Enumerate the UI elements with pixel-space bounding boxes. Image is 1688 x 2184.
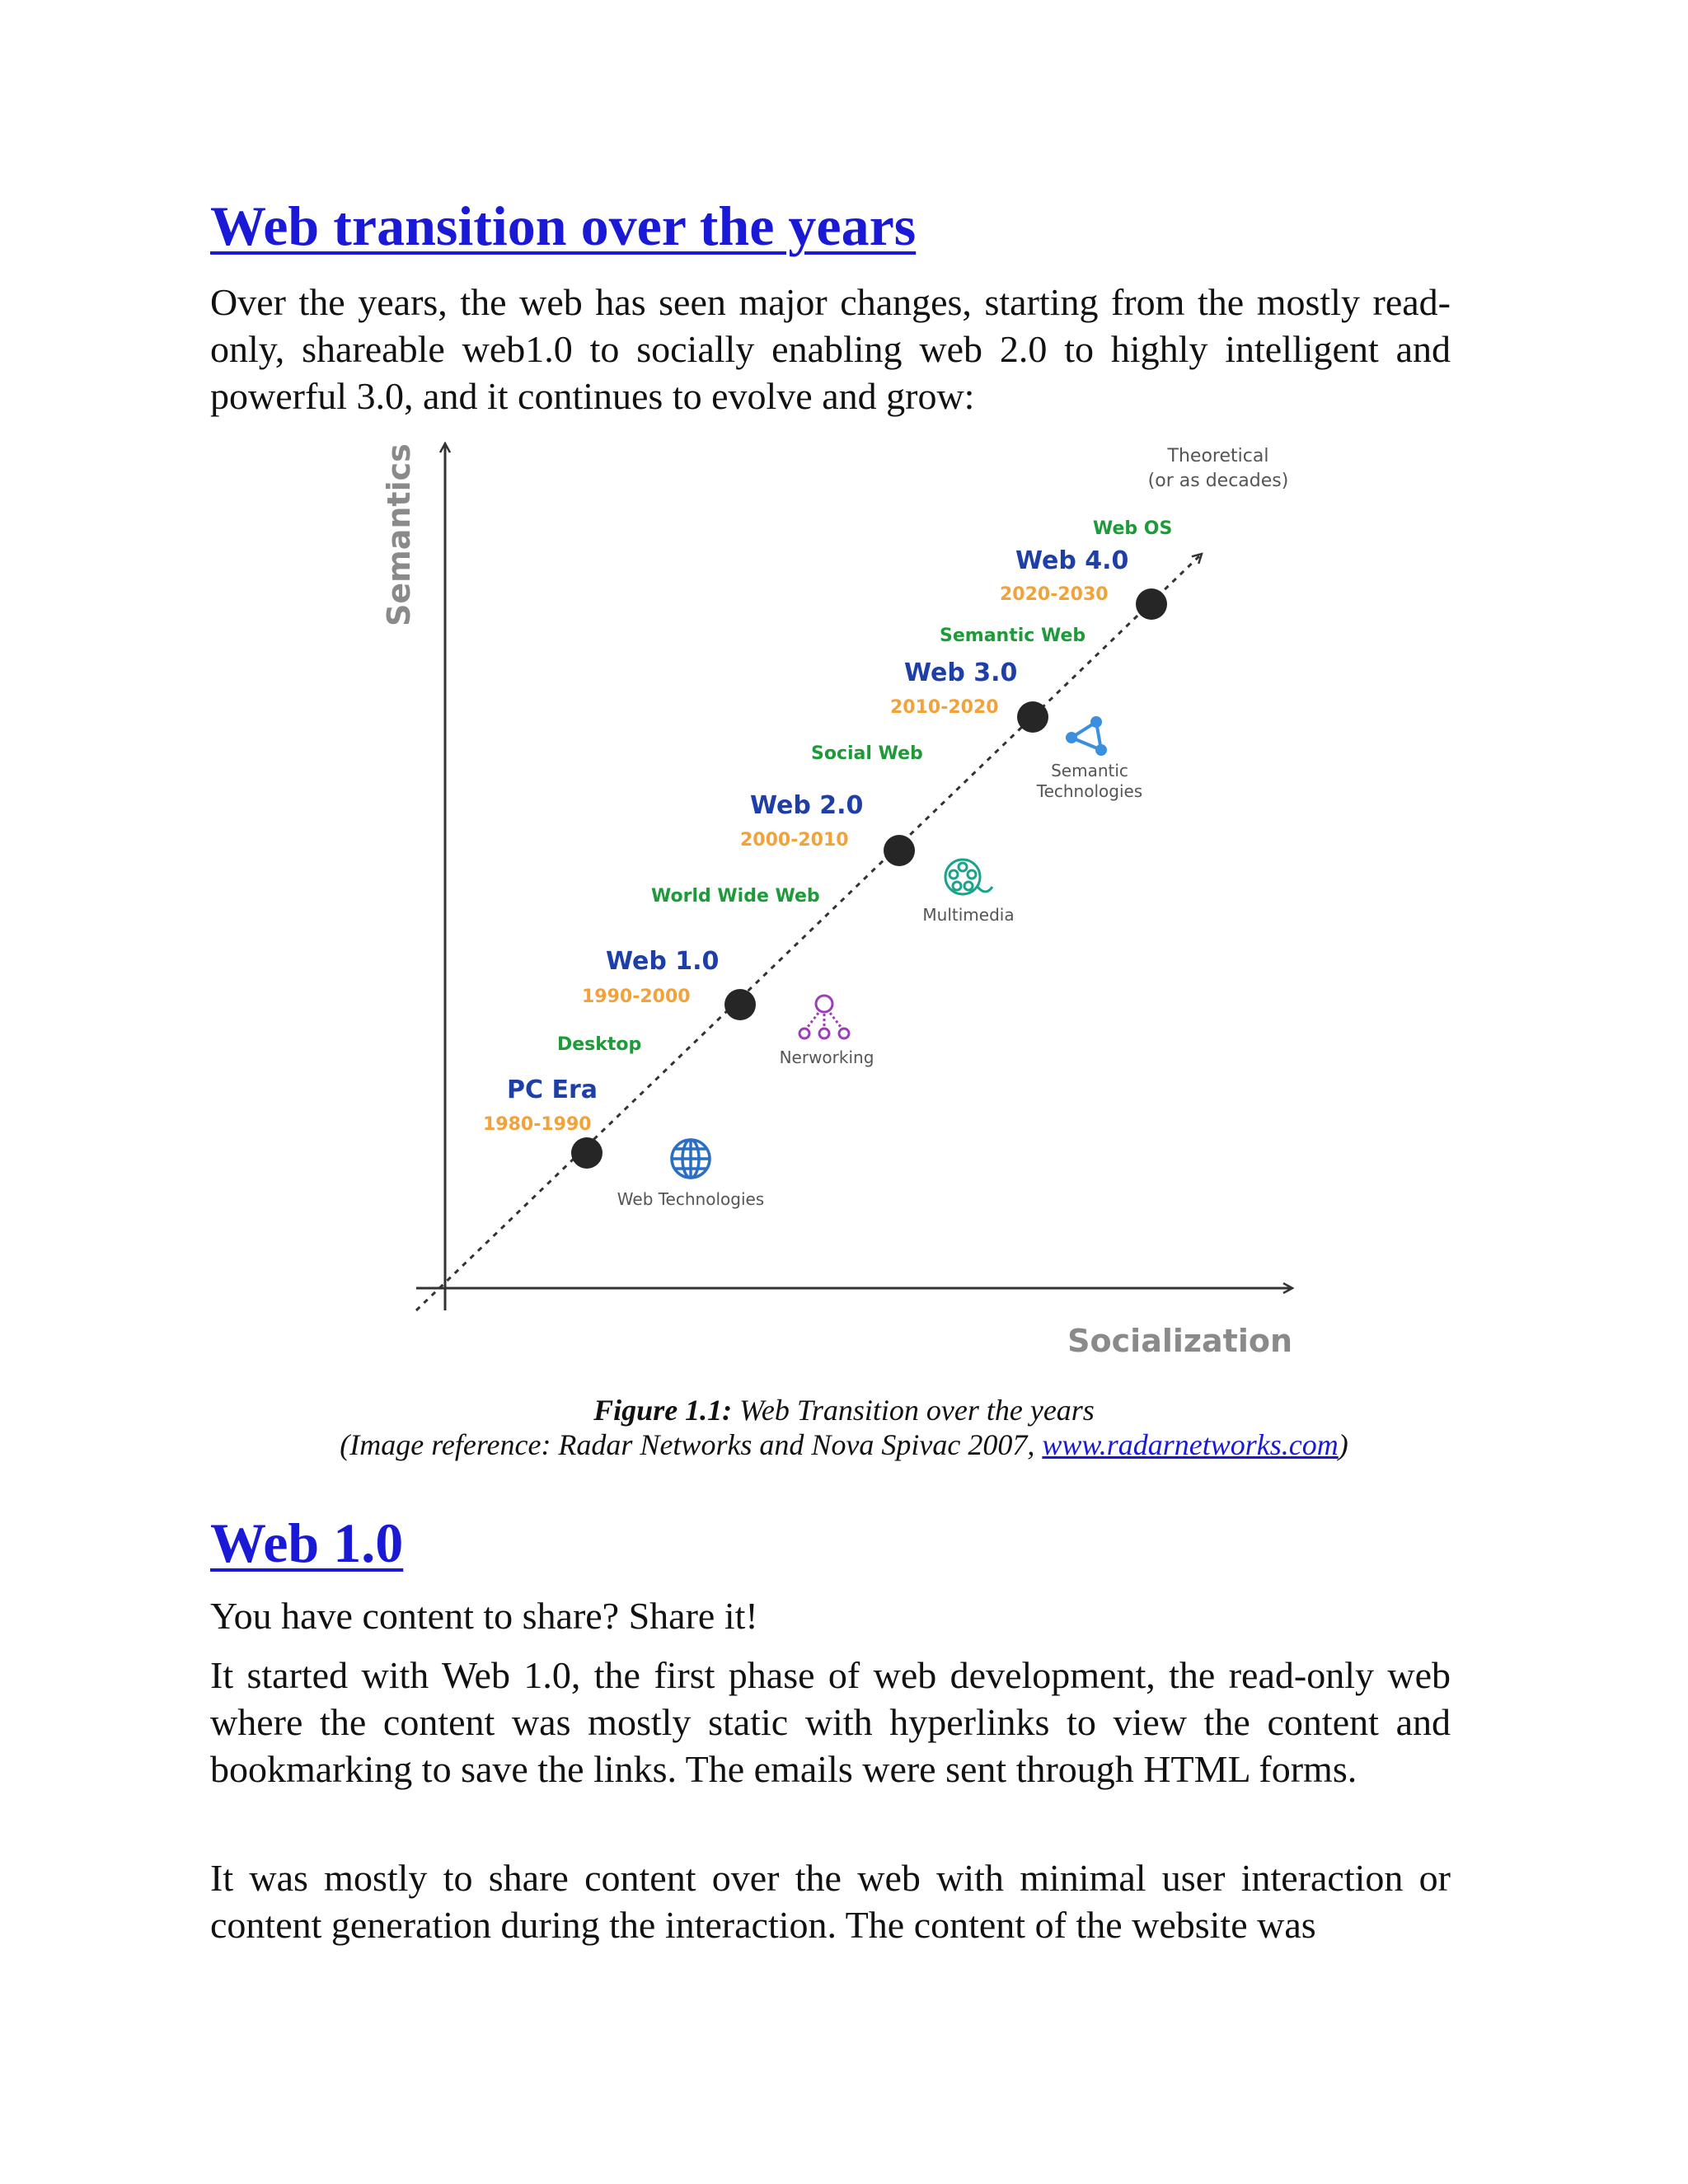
radar-networks-link[interactable]: www.radarnetworks.com [1042, 1428, 1339, 1461]
globe-icon [672, 1140, 710, 1178]
tech-label-networking: Nerworking [779, 1047, 874, 1067]
era-point-pc-era [571, 1137, 603, 1169]
era-years-web4: 2020-2030 [1000, 584, 1109, 605]
era-label-www: World Wide Web [651, 886, 820, 907]
figure-caption-text: Web Transition over the years [732, 1394, 1095, 1427]
web1-paragraph-3: It was mostly to share content over the web with minimal user interaction or content generation during the interaction. The content of the website was [210, 1857, 1451, 1946]
trend-line [416, 554, 1202, 1310]
theoretical-note-line2: (or as decades) [1147, 471, 1289, 491]
network-icon [799, 996, 849, 1038]
x-axis-label: Socialization [1067, 1323, 1292, 1359]
era-years-pc: 1980-1990 [483, 1114, 592, 1135]
web1-paragraph-1: You have content to share? Share it! [210, 1595, 758, 1637]
figure-caption-label: Figure 1.1: [593, 1394, 733, 1427]
era-point-web-4 [1136, 588, 1167, 620]
era-years-web2: 2000-2010 [740, 830, 849, 851]
era-years-web3: 2010-2020 [890, 697, 999, 718]
era-name-web3: Web 3.0 [904, 658, 1018, 687]
tech-label-web-technologies: Web Technologies [617, 1189, 765, 1209]
era-name-web2: Web 2.0 [750, 791, 864, 820]
figure-reference-suffix: ) [1338, 1428, 1348, 1461]
era-label-semantic-web: Semantic Web [940, 626, 1086, 646]
intro-paragraph: Over the years, the web has seen major changes, starting from the mostly read-only, shareable web1.0 to socially enabling web 2.0 to highly intelligent and powerful 3.0, and it continues to evolve and grow: [210, 281, 1451, 417]
era-name-pc: PC Era [507, 1076, 598, 1104]
figure-reference [0, 1427, 1688, 1462]
era-name-web4: Web 4.0 [1015, 546, 1129, 575]
tech-label-multimedia: Multimedia [922, 905, 1015, 925]
section-heading-web-1[interactable]: Web 1.0 [210, 1511, 404, 1574]
era-point-web-3 [1017, 701, 1048, 733]
era-label-desktop: Desktop [557, 1034, 642, 1055]
era-years-web1: 1990-2000 [582, 987, 691, 1007]
tech-label-semantic: Semantic [1051, 761, 1128, 780]
figure-reference-prefix: (Image reference: Radar Networks and Nova Spivac 2007, [340, 1428, 1043, 1461]
era-label-web-os: Web OS [1093, 518, 1173, 539]
figure-caption [0, 1393, 1688, 1427]
era-name-web1: Web 1.0 [606, 947, 720, 976]
section-heading-web-transition[interactable]: Web transition over the years [210, 194, 917, 257]
era-point-web-2 [884, 835, 915, 866]
era-label-social-web: Social Web [811, 743, 923, 764]
theoretical-note-line1: Theoretical [1167, 446, 1269, 466]
y-axis-label: Semantics [381, 443, 417, 626]
era-point-web-1 [724, 989, 756, 1020]
tech-label-technologies: Technologies [1036, 781, 1143, 801]
semantic-network-icon [1066, 716, 1107, 756]
web1-paragraph-2: It started with Web 1.0, the first phase of web development, the read-only web where the content was mostly static with hyperlinks to view the content and bookmarking to save the links. The emails were sent through HTML forms. [210, 1654, 1451, 1790]
multimedia-icon [945, 860, 992, 894]
